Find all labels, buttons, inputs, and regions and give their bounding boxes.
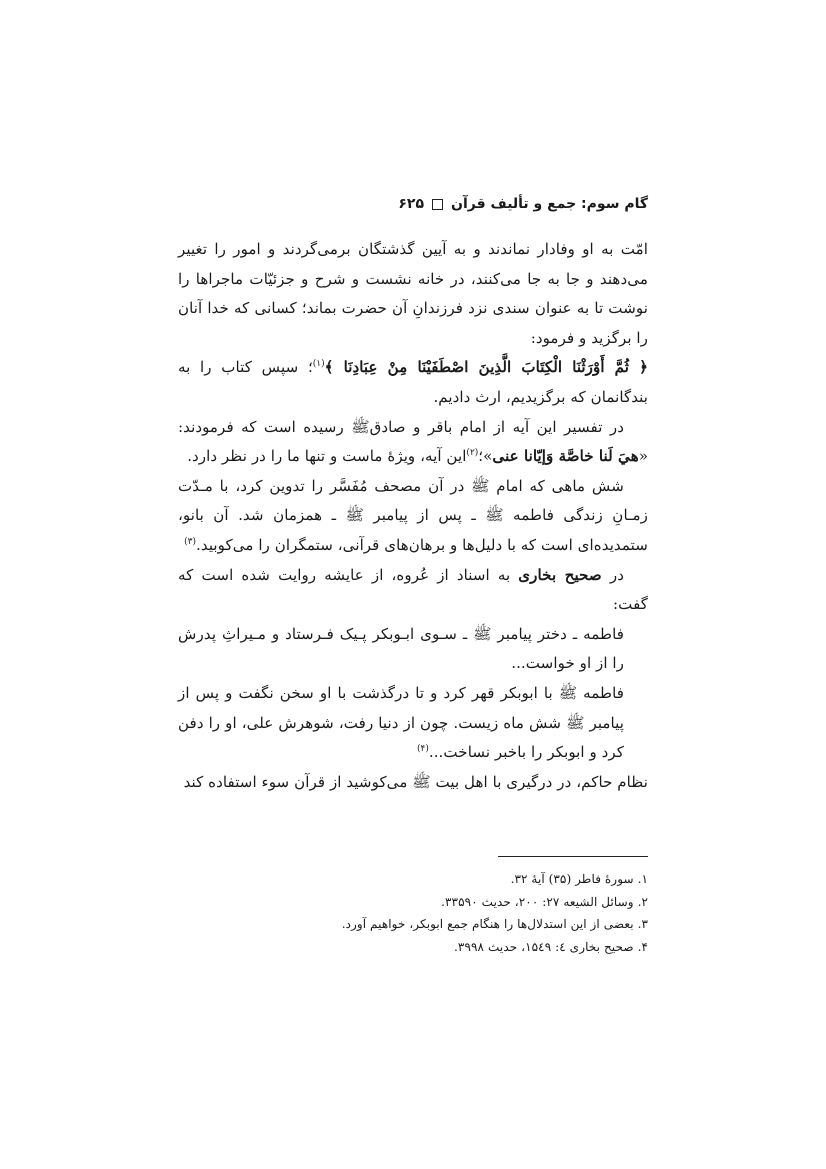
paragraph-1: امّت به او وفادار نماندند و به آیین گذشتگان برمی‌گردند و امور را تغییر می‌دهند و جا به جا می‌کنند، در خانه نشست و شرح و جزئیّات ماجراها را نوشت تا به عنوان سندی نزد فرزندانِ آن حضرت بماند؛ کسانی که خدا آنان را برگزید و فرمود: (178, 240, 648, 347)
paragraph-5-text-a: در (601, 565, 624, 584)
paragraph-4 (178, 472, 648, 561)
paragraph-4-text: شش ماهی که امام ﷺ در آن مصحف مُفَسَّر را تدوین کرد، با مـدّت زمـانِ زندگی فاطمه ﷺ ـ پس از پیامبر ﷺ ـ همزمان شد. آن بانو، ستمدیده‌ای است که با دلیل‌ها و برهان‌های قرآنی، ستمگران را می‌کوبید. (178, 476, 648, 554)
footnote-ref-1: (۱) (312, 359, 325, 370)
footnote-ref-2: (۲) (466, 448, 479, 459)
source-title: صحیح بخاری (518, 565, 602, 584)
paragraph-3 (178, 413, 648, 472)
paragraph-3-text-b: رسیده است که فرمودند: « (178, 417, 648, 466)
footnotes (178, 868, 648, 958)
paragraph-5-text-b: به اسناد از عُروه، از عایشه روایت شده است که گفت: (178, 565, 648, 614)
footnote-3: ۳. بعضی از این استدلال‌ها را هنگام جمع ابوبکر، خواهیم آورد. (341, 917, 648, 931)
paragraph-3-text-c: »؛ (478, 447, 493, 466)
square-outline-icon (432, 199, 443, 210)
footnote-4: ۴. صحیح بخاری ٤: ۱۵٤۹، حدیث ۳۹۹۸. (454, 939, 648, 954)
paragraph-3-text-a: در تفسیر این آیه از امام باقر و صادق (369, 417, 624, 436)
footnote-1: ۱. سورهٔ فاطر (۳۵) آیهٔ ۳۲. (510, 872, 648, 886)
paragraph-2 (178, 353, 648, 412)
chapter-title: گام سوم: جمع و تألیف قرآن (451, 196, 648, 212)
verse-translation: ؛ سپس کتاب را به بندگانمان که برگزیدیم، ارث دادیم. (178, 358, 648, 406)
quote-paragraph-2-text: فاطمه ﷺ با ابوبکر قهر کرد و تا درگذشت با او سخن نگفت و پس از پیامبر ﷺ شش ماه زیست. چون از دنیا رفت، شوهرش علی، او را دفن کرد و ابوبکر را باخبر نساخت... (178, 683, 624, 762)
footnote-ref-3: (۳) (184, 536, 197, 547)
footnote-separator (498, 856, 648, 857)
honorific-glyph: ﷺ (351, 417, 370, 436)
running-header (398, 196, 648, 212)
block-quote (178, 620, 624, 768)
page-number: ۶۲۵ (398, 196, 425, 212)
paragraph-5 (178, 561, 648, 620)
quote-paragraph-1: فاطمه ـ دختر پیامبر ﷺ ـ سـوی ابـوبکر پـیک فـرستاد و مـیراثِ پدرش را از او خواست... (178, 624, 624, 673)
quran-verse: ﴿ ثُمَّ أَوْرَثْنَا الْكِتَابَ الَّذِينَ اصْطَفَيْنَا مِنْ عِبَادِنَا ﴾ (324, 358, 648, 377)
quote-paragraph-2 (178, 679, 624, 768)
footnote-ref-4: (۴) (417, 744, 429, 755)
hadith-quote: هيَ لَنا خاصَّة وَإيّانا عنى (492, 447, 639, 466)
paragraph-6: نظام حاکم، در درگیری با اهل بیت ﷺ می‌کوشید از قرآن سوء استفاده کند (183, 772, 648, 791)
main-text (178, 235, 648, 797)
paragraph-3-text-d: این آیه، ویژهٔ ماست و تنها ما را در نظر دارد. (187, 447, 467, 466)
footnote-2: ۲. وسائل الشیعه ۲۷: ۲۰۰، حدیث ۳۳۵۹۰. (441, 894, 648, 909)
